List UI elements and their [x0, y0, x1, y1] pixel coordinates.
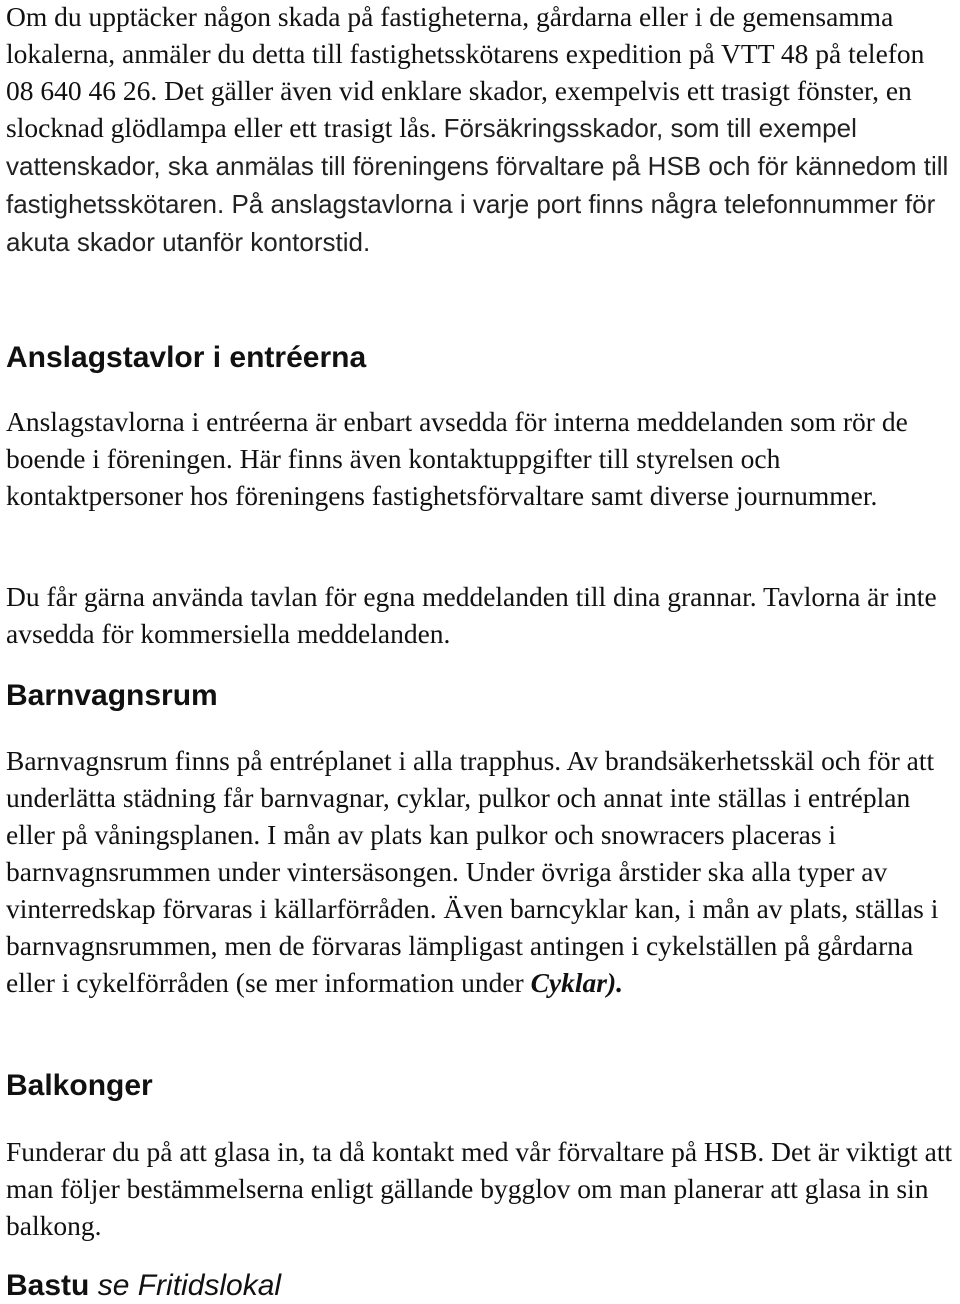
intro-text-serif: Om du upptäcker någon skada på fastigheterna, gårdarna eller i de gemensamma lokalerna, anmäler du detta till fastighetsskötarens expedition på VTT 48 på telefon 08 640 46 26. Det gäller även vid enklare skador, exempelvis ett trasigt fönster, en slocknad glödlampa eller ett trasigt lås.: [6, 1, 925, 143]
barnvagnsrum-paragraph: [6, 742, 956, 1001]
anslagstavlor-paragraph-1: Anslagstavlorna i entréerna är enbart avsedda för interna meddelanden som rör de boende i föreningen. Här finns även kontaktuppgifter till styrelsen och kontaktpersoner hos föreningens fastighetsförvaltare samt diverse journummer.: [6, 406, 908, 511]
bastu-heading-label: Bastu: [6, 1269, 90, 1302]
barnvagnsrum-text: Barnvagnsrum finns på entréplanet i alla trapphus. Av brandsäkerhetsskäl och för att underlätta städning får barnvagnar, cyklar, pulkor och annat inte ställas i entréplan eller på våningsplanen. I mån av plats kan pulkor och snowracers placeras i barnvagnsrummen under vintersäsongen. Under övriga årstider ska alla typer av vinterredskap förvaras i källarförråden. Även barncyklar kan, i mån av plats, ställas i barnvagnsrummen, men de förvaras lämpligast antingen i cykelställen på gårdarna eller i cykelförråden (se mer information under: [6, 745, 939, 998]
intro-paragraph: [6, 0, 956, 261]
cyklar-reference: Cyklar).: [530, 967, 624, 998]
intro-text-sans: Försäkringsskador, som till exempel vattenskador, ska anmälas till föreningens förvaltare på HSB och för kännedom till fastighetsskötaren. På anslagstavlorna i varje port finns några telefonnummer för akuta skador utanför kontorstid.: [6, 113, 949, 257]
balkonger-paragraph: Funderar du på att glasa in, ta då kontakt med vår förvaltare på HSB. Det är viktigt att man följer bestämmelserna enligt gällande bygglov om man planerar att glasa in sin balkong.: [6, 1136, 953, 1241]
section-heading-anslagstavlor: Anslagstavlor i entréerna: [6, 341, 367, 374]
section-heading-barnvagnsrum: Barnvagnsrum: [6, 679, 218, 712]
bastu-reference: se Fritidslokal: [97, 1269, 282, 1302]
section-heading-balkonger: Balkonger: [6, 1069, 153, 1102]
anslagstavlor-paragraph-2: Du får gärna använda tavlan för egna meddelanden till dina grannar. Tavlorna är inte avsedda för kommersiella meddelanden.: [6, 581, 937, 649]
section-heading-bastu: [6, 1268, 281, 1304]
